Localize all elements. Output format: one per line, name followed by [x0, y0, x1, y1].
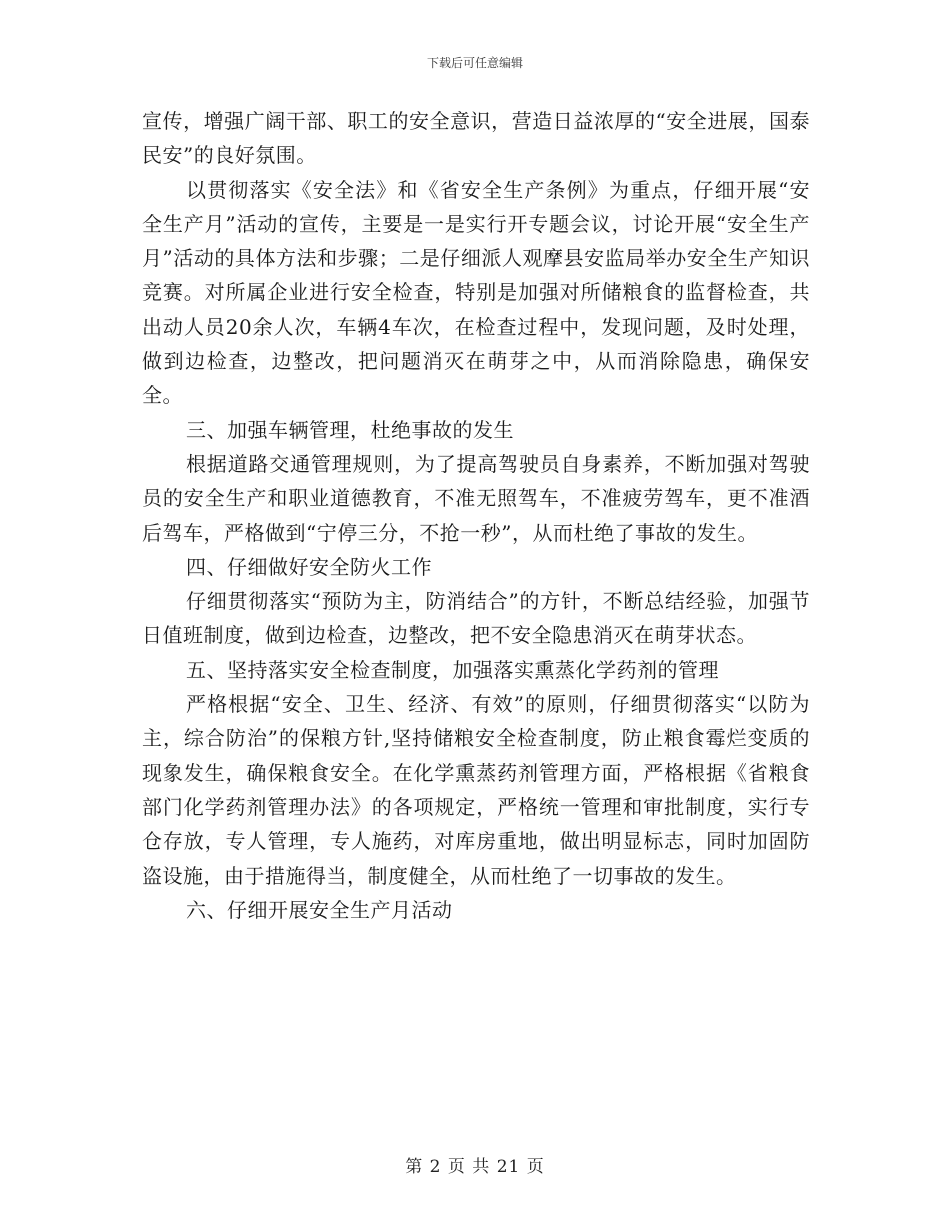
document-body [142, 104, 810, 927]
paragraph: 宣传，增强广阔干部、职工的安全意识，营造日益浓厚的“安全进展，国泰民安”的良好氛围。 [142, 109, 810, 168]
paragraph: 仔细贯彻落实“预防为主，防消结合”的方针，不断总结经验，加强节日值班制度，做到边检查，边整改，把不安全隐患消灭在萌芽状态。 [142, 589, 810, 648]
section-heading: 四、仔细做好安全防火工作 [186, 554, 432, 579]
paragraph: 以贯彻落实《安全法》和《省安全生产条例》为重点，仔细开展“安全生产月”活动的宣传，主要是一是实行开专题会议，讨论开展“安全生产月”活动的具体方法和步骤；二是仔细派人观摩县安监局举办安全生产知识竞赛。对所属企业进行安全检查，特别是加强对所储粮食的监督检查，共出动人员20余人次，车辆4车次，在检查过程中，发现问题，及时处理，做到边检查，边整改，把问题消灭在萌芽之中，从而消除隐患，确保安全。 [142, 177, 810, 408]
paragraph: 严格根据“安全、卫生、经济、有效”的原则，仔细贯彻落实“以防为主，综合防治”的保粮方针,坚持储粮安全检查制度，防止粮食霉烂变质的现象发生，确保粮食安全。在化学熏蒸药剂管理方面，严格根据《省粮食部门化学药剂管理办法》的各项规定，严格统一管理和审批制度，实行专仓存放，专人管理，专人施药，对库房重地，做出明显标志，同时加固防盗设施，由于措施得当，制度健全，从而杜绝了一切事故的发生。 [142, 692, 810, 888]
section-heading: 六、仔细开展安全生产月活动 [186, 897, 453, 922]
page-number: 第 2 页 共 21 页 [405, 1157, 545, 1177]
paragraph: 根据道路交通管理规则，为了提高驾驶员自身素养，不断加强对驾驶员的安全生产和职业道德教育，不准无照驾车，不准疲劳驾车，更不准酒后驾车，严格做到“宁停三分，不抢一秒”，从而杜绝了事故的发生。 [142, 451, 810, 545]
page-header: 下载后可任意编辑 [426, 56, 523, 70]
section-heading: 三、加强车辆管理，杜绝事故的发生 [186, 417, 514, 442]
section-heading: 五、坚持落实安全检查制度，加强落实熏蒸化学药剂的管理 [186, 657, 719, 682]
